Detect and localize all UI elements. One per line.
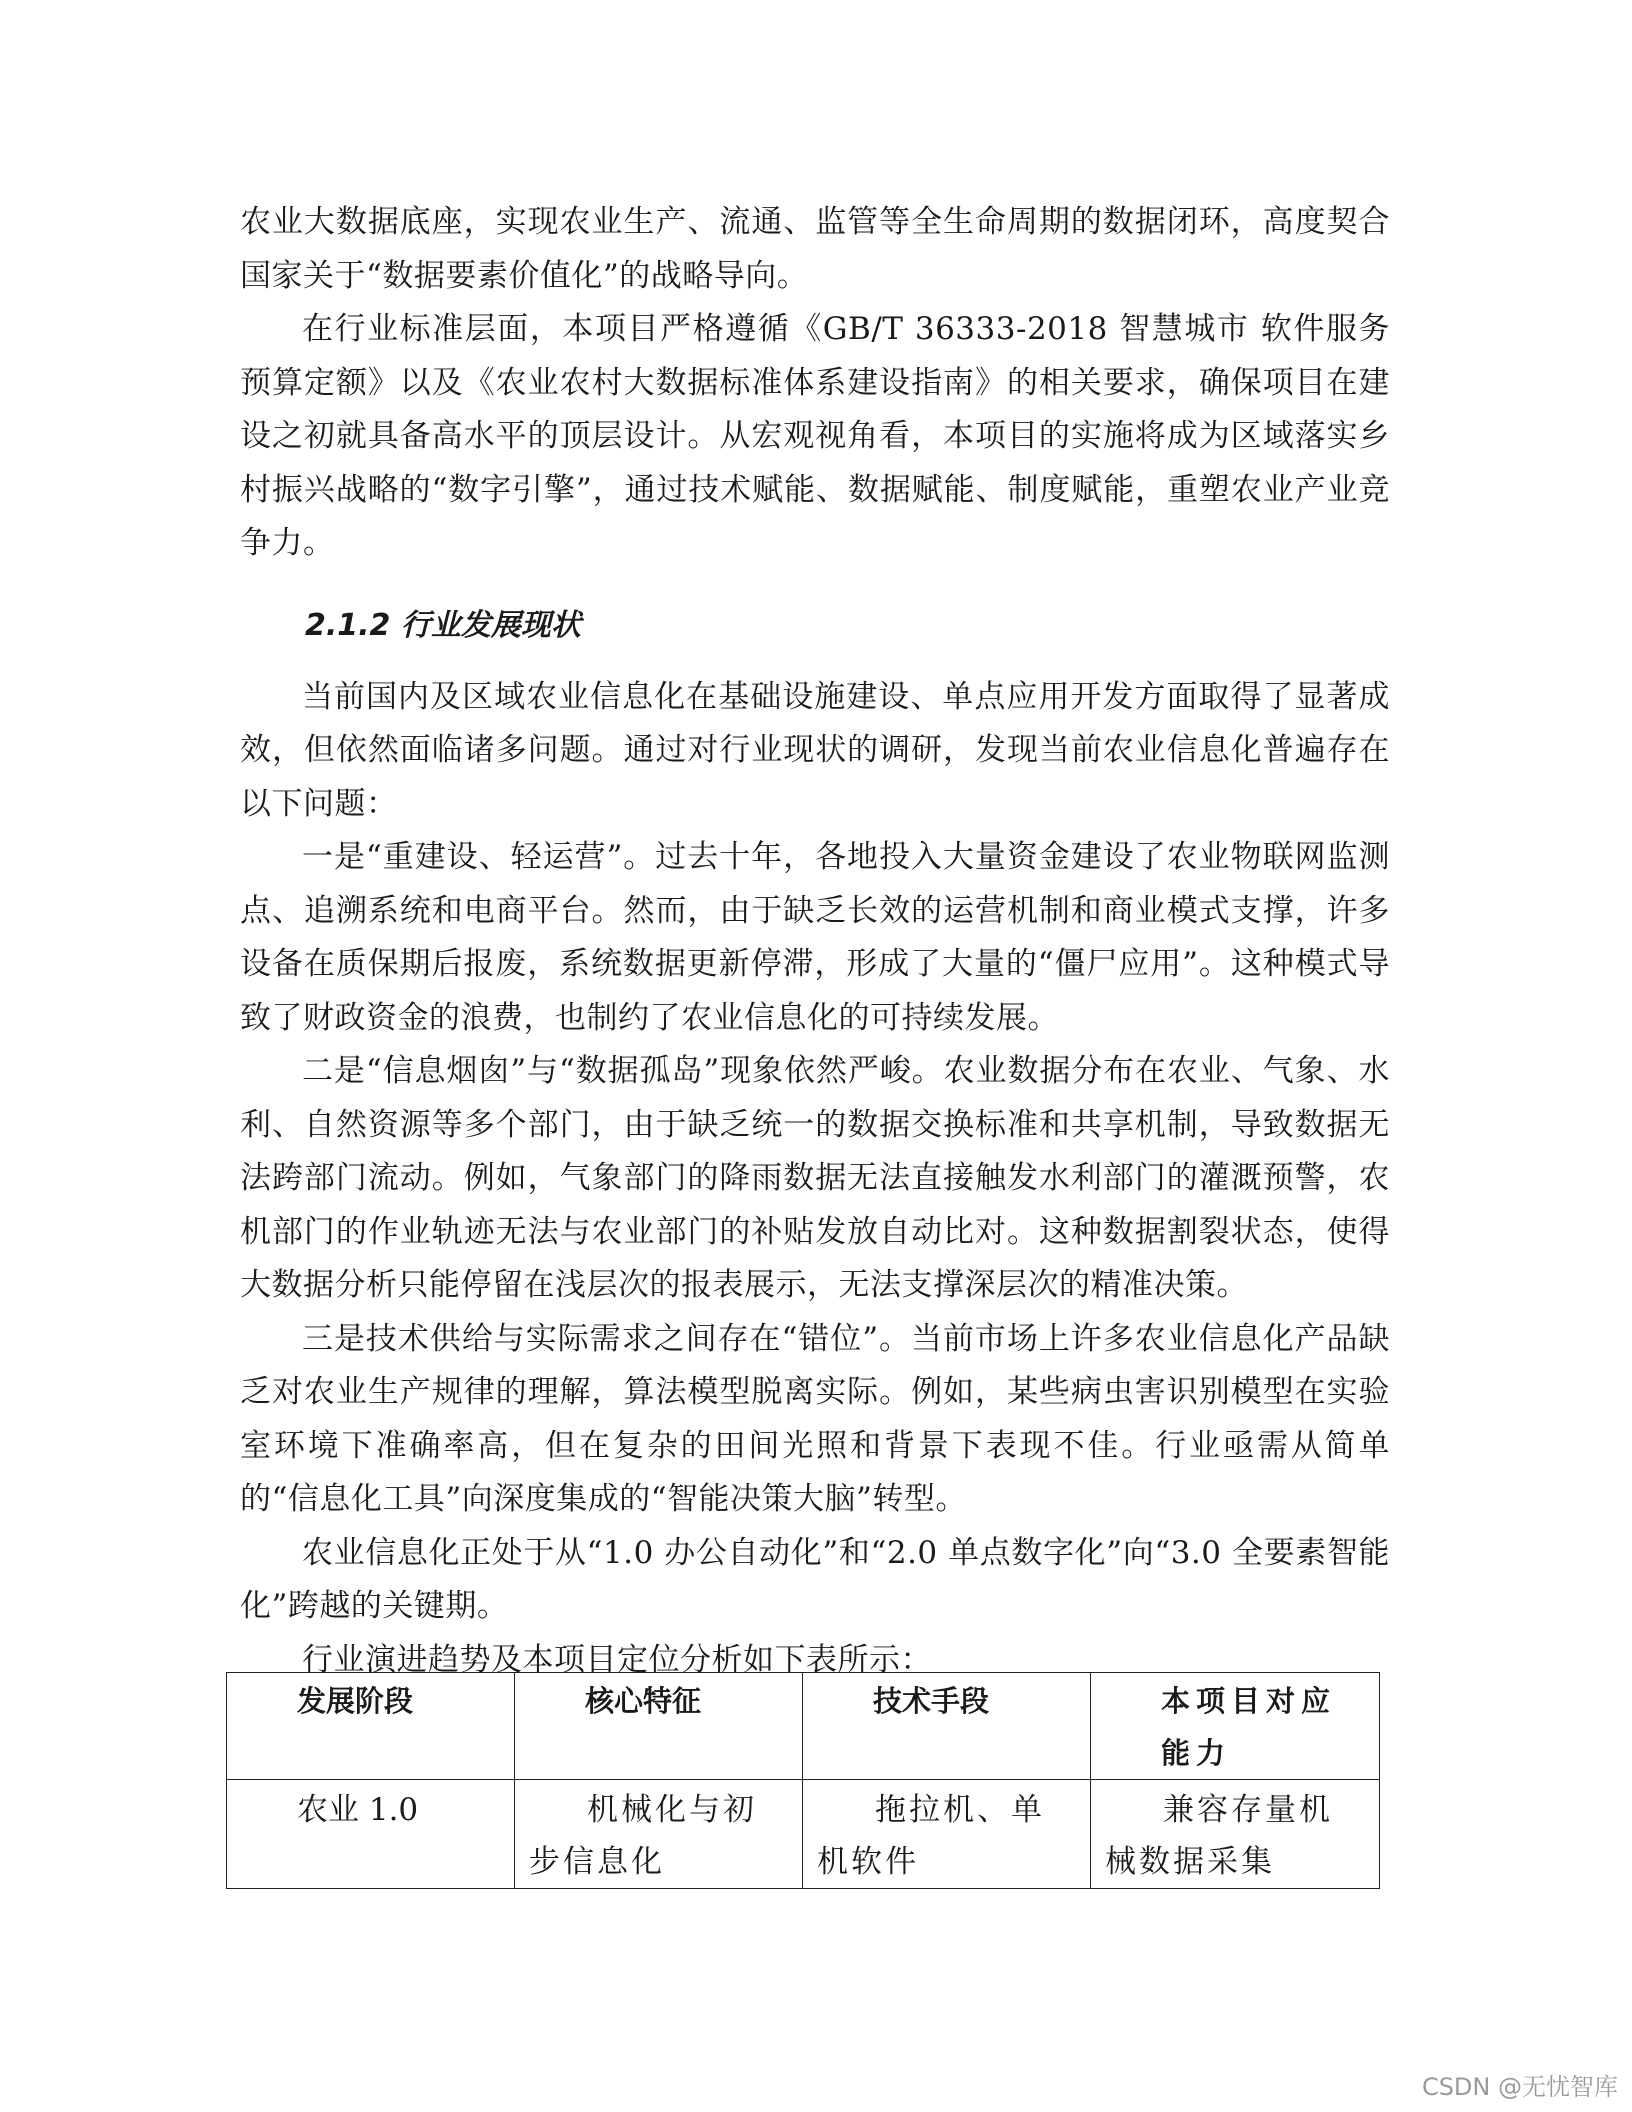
table-header-row bbox=[227, 1673, 1380, 1780]
table-header-cell: 发展阶段 bbox=[227, 1673, 515, 1780]
paragraph-issue-2: 二是“信息烟囱”与“数据孤岛”现象依然严峻。农业数据分布在农业、气象、水利、自然资源等多个部门，由于缺乏统一的数据交换标准和共享机制，导致数据无法跨部门流动。例如，气象部门的降雨数据无法直接触发水利部门的灌溉预警，农机部门的作业轨迹无法与农业部门的补贴发放自动比对。这种数据割裂状态，使得大数据分析只能停留在浅层次的报表展示，无法支撑深层次的精准决策。 bbox=[240, 1053, 1390, 1303]
table-row bbox=[227, 1780, 1380, 1889]
paragraph-stage: 农业信息化正处于从“1.0 办公自动化”和“2.0 单点数字化”向“3.0 全要素智能化”跨越的关键期。 bbox=[240, 1534, 1390, 1624]
table-header-cell: 核心特征 bbox=[515, 1673, 803, 1780]
paragraph-table-caption: 行业演进趋势及本项目定位分析如下表所示： bbox=[302, 1641, 932, 1678]
evolution-table bbox=[226, 1672, 1380, 1889]
paragraph-intro: 当前国内及区域农业信息化在基础设施建设、单点应用开发方面取得了显著成效，但依然面临诸多问题。通过对行业现状的调研，发现当前农业信息化普遍存在以下问题： bbox=[240, 678, 1390, 822]
table-cell: 兼容存量机械数据采集 bbox=[1091, 1780, 1380, 1889]
watermark: CSDN @无忧智库 bbox=[1421, 2073, 1618, 2101]
paragraph-continuation: 农业大数据底座，实现农业生产、流通、监管等全生命周期的数据闭环，高度契合国家关于“数据要素价值化”的战略导向。 bbox=[240, 204, 1390, 294]
paragraph-standards: 在行业标准层面，本项目严格遵循《GB/T 36333-2018 智慧城市 软件服务预算定额》以及《农业农村大数据标准体系建设指南》的相关要求，确保项目在建设之初就具备高水平的顶层设计。从宏观视角看，本项目的实施将成为区域落实乡村振兴战略的“数字引擎”，通过技术赋能、数据赋能、制度赋能，重塑农业产业竞争力。 bbox=[240, 311, 1390, 561]
paragraph-issue-1: 一是“重建设、轻运营”。过去十年，各地投入大量资金建设了农业物联网监测点、追溯系统和电商平台。然而，由于缺乏长效的运营机制和商业模式支撑，许多设备在质保期后报废，系统数据更新停滞，形成了大量的“僵尸应用”。这种模式导致了财政资金的浪费，也制约了农业信息化的可持续发展。 bbox=[240, 839, 1390, 1036]
table-header-cell: 技术手段 bbox=[803, 1673, 1091, 1780]
section-heading: 2.1.2 行业发展现状 bbox=[305, 607, 581, 643]
table-cell: 机械化与初步信息化 bbox=[515, 1780, 803, 1889]
table-header-cell: 本项目对应能力 bbox=[1091, 1673, 1380, 1780]
table-cell: 拖拉机、单机软件 bbox=[803, 1780, 1091, 1889]
document-body bbox=[240, 196, 1390, 1687]
table-cell: 农业 1.0 bbox=[227, 1780, 515, 1889]
paragraph-issue-3: 三是技术供给与实际需求之间存在“错位”。当前市场上许多农业信息化产品缺乏对农业生产规律的理解，算法模型脱离实际。例如，某些病虫害识别模型在实验室环境下准确率高，但在复杂的田间光照和背景下表现不佳。行业亟需从简单的“信息化工具”向深度集成的“智能决策大脑”转型。 bbox=[240, 1320, 1390, 1517]
